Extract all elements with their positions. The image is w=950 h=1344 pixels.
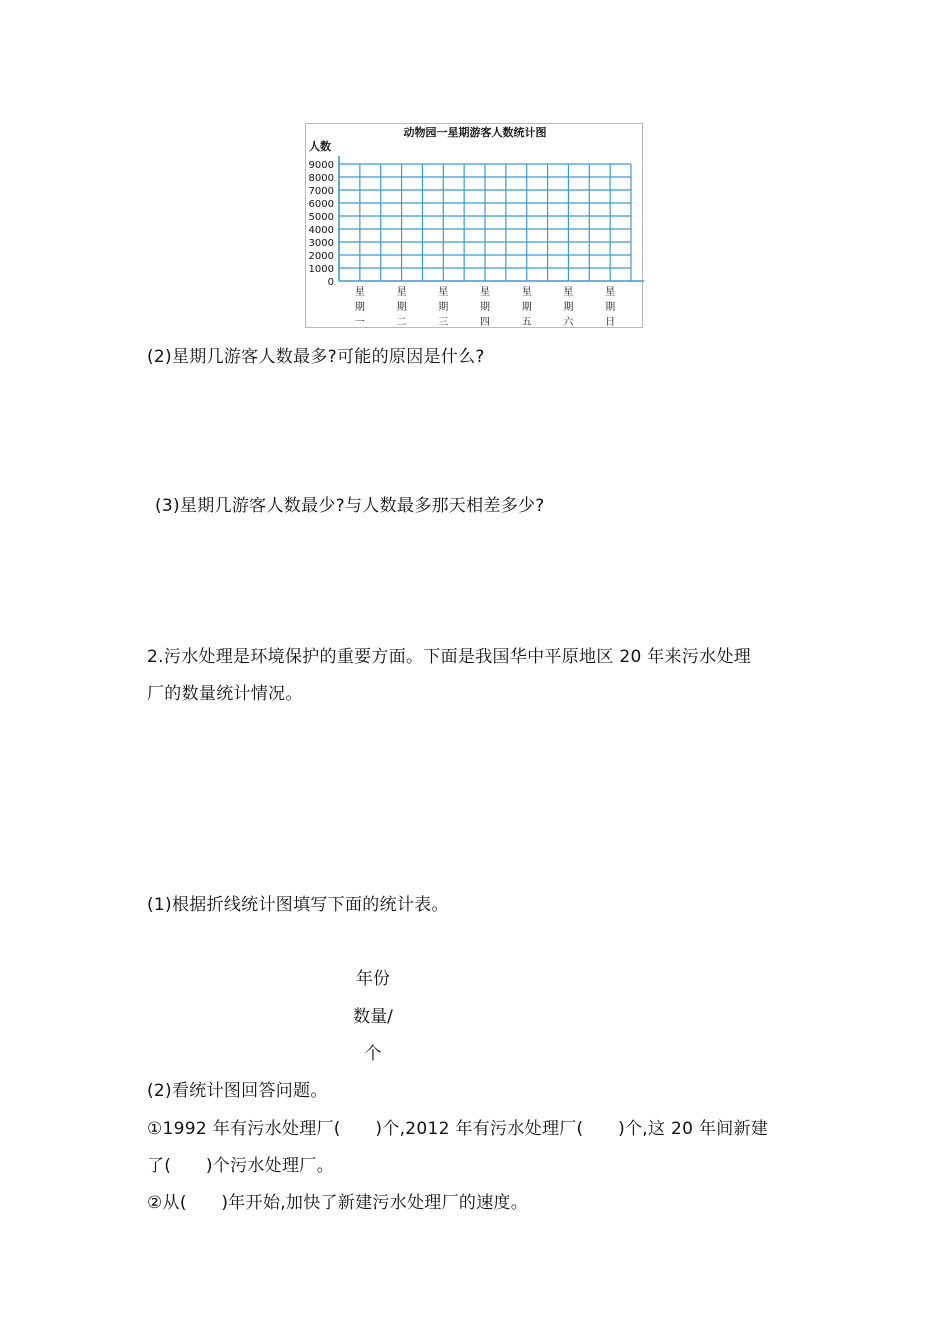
y-tick-label: 0 — [327, 277, 334, 288]
chart-title: 动物园一星期游客人数统计图 — [403, 126, 547, 139]
question-2: (2)星期几游客人数最多?可能的原因是什么? — [147, 347, 485, 367]
y-tick-label: 6000 — [308, 199, 334, 210]
x-tick-label: 四 — [480, 317, 490, 328]
item-2: ②从( )年开始,加快了新建污水处理厂的速度。 — [147, 1193, 529, 1213]
problem-2-line-2: 厂的数量统计情况。 — [147, 684, 303, 704]
table-header-quantity: 数量/ — [353, 1007, 393, 1027]
y-tick-label: 2000 — [308, 251, 334, 262]
x-tick-label: 星 — [354, 287, 365, 298]
x-tick-label: 期 — [396, 302, 407, 313]
x-tick-label: 日 — [605, 317, 616, 328]
y-tick-label: 9000 — [308, 160, 334, 171]
x-tick-label: 期 — [438, 302, 449, 313]
x-tick-label: 期 — [480, 302, 490, 313]
y-tick-label: 7000 — [308, 186, 334, 197]
y-axis-label: 人数 — [309, 140, 331, 153]
problem-2-line-1: 2.污水处理是环境保护的重要方面。下面是我国华中平原地区 20 年来污水处理 — [147, 647, 752, 667]
y-tick-label: 4000 — [308, 225, 334, 236]
x-tick-label: 星 — [438, 287, 449, 298]
x-tick-label: 二 — [396, 317, 407, 328]
item-1-line-1: ①1992 年有污水处理厂( )个,2012 年有污水处理厂( )个,这 20 年间新建 — [147, 1119, 769, 1139]
chart-svg — [306, 124, 644, 329]
x-tick-label: 期 — [354, 302, 365, 313]
table-header-unit: 个 — [364, 1044, 382, 1064]
x-tick-label: 期 — [605, 302, 616, 313]
table-header-year: 年份 — [356, 969, 390, 989]
sub-question-1: (1)根据折线统计图填写下面的统计表。 — [147, 895, 449, 915]
y-tick-label: 1000 — [308, 264, 334, 275]
y-tick-label: 3000 — [308, 238, 334, 249]
zoo-visitors-chart — [305, 123, 643, 328]
x-tick-label: 星 — [521, 287, 532, 298]
x-tick-label: 五 — [521, 317, 532, 328]
x-tick-label: 三 — [438, 317, 449, 328]
x-tick-label: 期 — [521, 302, 532, 313]
x-tick-label: 星 — [605, 287, 616, 298]
x-tick-label: 期 — [563, 302, 574, 313]
sub-question-2: (2)看统计图回答问题。 — [147, 1081, 328, 1101]
item-1-line-2: 了( )个污水处理厂。 — [147, 1156, 334, 1176]
x-tick-label: 星 — [480, 287, 490, 298]
x-tick-label: 六 — [563, 317, 574, 328]
x-tick-label: 一 — [354, 317, 365, 328]
x-tick-label: 星 — [396, 287, 407, 298]
question-3: (3)星期几游客人数最少?与人数最多那天相差多少? — [155, 496, 545, 516]
y-tick-label: 8000 — [308, 173, 334, 184]
x-tick-label: 星 — [563, 287, 574, 298]
y-tick-label: 5000 — [308, 212, 334, 223]
